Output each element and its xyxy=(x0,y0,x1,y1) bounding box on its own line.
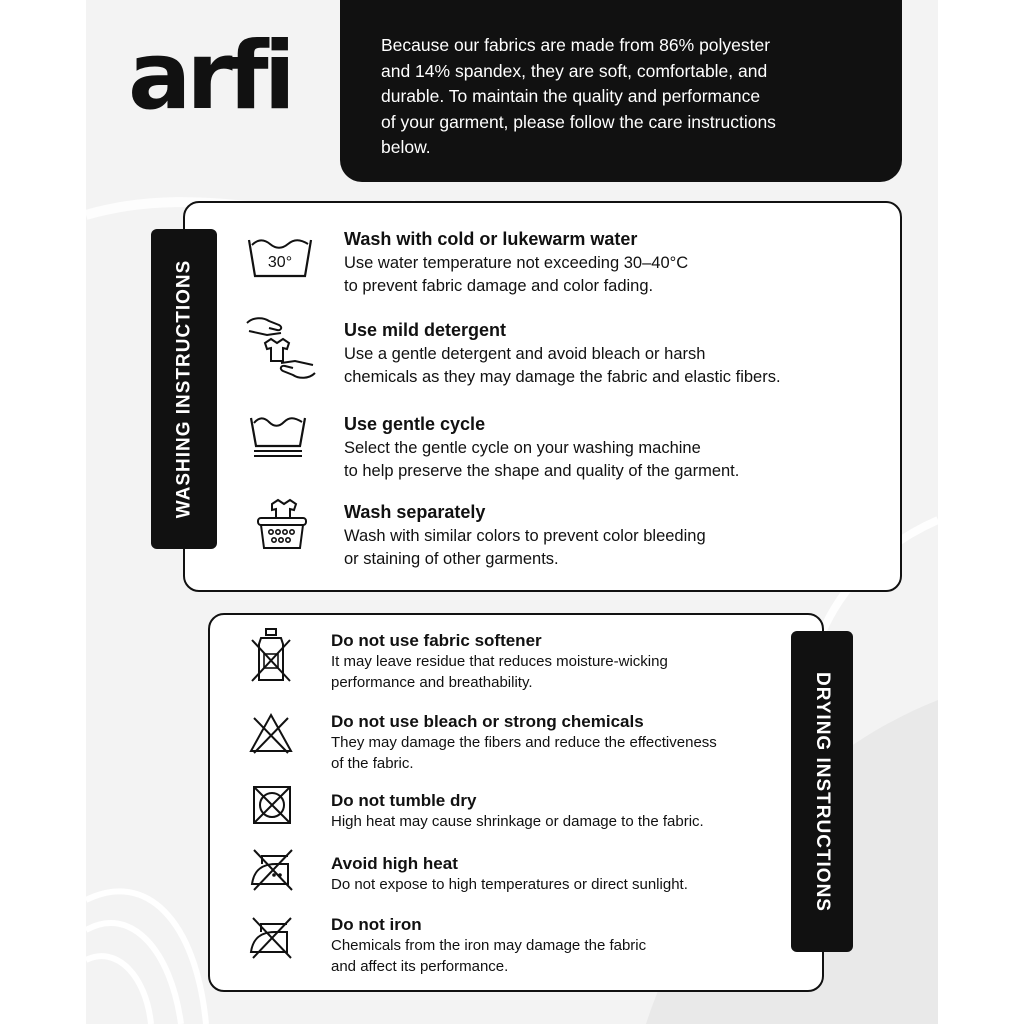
item-desc-line: performance and breathability. xyxy=(331,674,533,691)
washing-item xyxy=(344,319,781,389)
intro-line: Because our fabrics are made from 86% polyester xyxy=(381,35,771,55)
item-title: Do not iron xyxy=(331,915,422,934)
item-title: Use mild detergent xyxy=(344,320,507,340)
drying-item xyxy=(331,630,668,693)
item-desc-line: They may damage the fibers and reduce the effectiveness xyxy=(331,734,717,751)
drying-instructions-tab xyxy=(791,631,853,952)
item-desc-line: or staining of other garments. xyxy=(344,550,559,568)
washing-item xyxy=(344,228,688,298)
item-desc-line: Wash with similar colors to prevent color bleeding xyxy=(344,527,706,545)
no-bleach-icon xyxy=(248,710,294,756)
washing-item xyxy=(344,413,739,483)
item-desc-line: to prevent fabric damage and color fading. xyxy=(344,277,654,295)
item-desc-line: It may leave residue that reduces moisture-wicking xyxy=(331,653,668,670)
item-desc-line: of the fabric. xyxy=(331,755,414,772)
wash-30-icon xyxy=(246,232,314,280)
item-desc-line: and affect its performance. xyxy=(331,958,509,975)
drying-item xyxy=(331,853,688,895)
item-desc-line: High heat may cause shrinkage or damage to the fabric. xyxy=(331,813,704,830)
drying-item xyxy=(331,914,646,977)
drying-instructions-label: DRYING INSTRUCTIONS xyxy=(812,671,833,912)
drying-item xyxy=(331,790,704,832)
item-title: Do not use bleach or strong chemicals xyxy=(331,712,644,731)
no-fabric-softener-icon xyxy=(249,626,293,684)
item-desc-line: Select the gentle cycle on your washing machine xyxy=(344,439,701,457)
item-desc-line: Do not expose to high temperatures or direct sunlight. xyxy=(331,876,688,893)
wash-temperature-label: 30° xyxy=(267,254,293,271)
item-title: Use gentle cycle xyxy=(344,414,486,434)
washing-item xyxy=(344,501,706,571)
intro-line: of your garment, please follow the care instructions xyxy=(381,111,776,132)
item-title: Wash with cold or lukewarm water xyxy=(344,229,638,249)
laundry-basket-icon xyxy=(254,496,310,552)
intro-line: durable. To maintain the quality and performance xyxy=(381,86,761,106)
item-title: Avoid high heat xyxy=(331,854,458,873)
drying-item xyxy=(331,711,717,774)
item-desc-line: to help preserve the shape and quality of the garment. xyxy=(344,462,740,480)
item-title: Do not use fabric softener xyxy=(331,631,542,650)
gentle-cycle-icon xyxy=(248,410,308,462)
item-desc-line: Use a gentle detergent and avoid bleach or harsh xyxy=(344,345,706,363)
intro-line: below. xyxy=(381,137,431,157)
intro-text-box xyxy=(340,0,902,182)
item-title: Do not tumble dry xyxy=(331,791,477,810)
item-title: Wash separately xyxy=(344,502,486,522)
item-desc-line: Chemicals from the iron may damage the fabric xyxy=(331,937,647,954)
washing-instructions-label: WASHING INSTRUCTIONS xyxy=(173,259,194,519)
hand-wash-detergent-icon xyxy=(245,313,317,383)
no-tumble-dry-icon xyxy=(250,783,294,827)
arfi-logo: arfi xyxy=(128,22,291,131)
do-not-iron-icon xyxy=(247,914,295,960)
no-high-heat-iron-icon xyxy=(248,846,296,892)
intro-line: and 14% spandex, they are soft, comfortable, and xyxy=(381,60,768,81)
item-desc-line: Use water temperature not exceeding 30–40°C xyxy=(344,254,689,272)
item-desc-line: chemicals as they may damage the fabric and elastic fibers. xyxy=(344,368,781,386)
washing-instructions-tab xyxy=(151,229,217,549)
